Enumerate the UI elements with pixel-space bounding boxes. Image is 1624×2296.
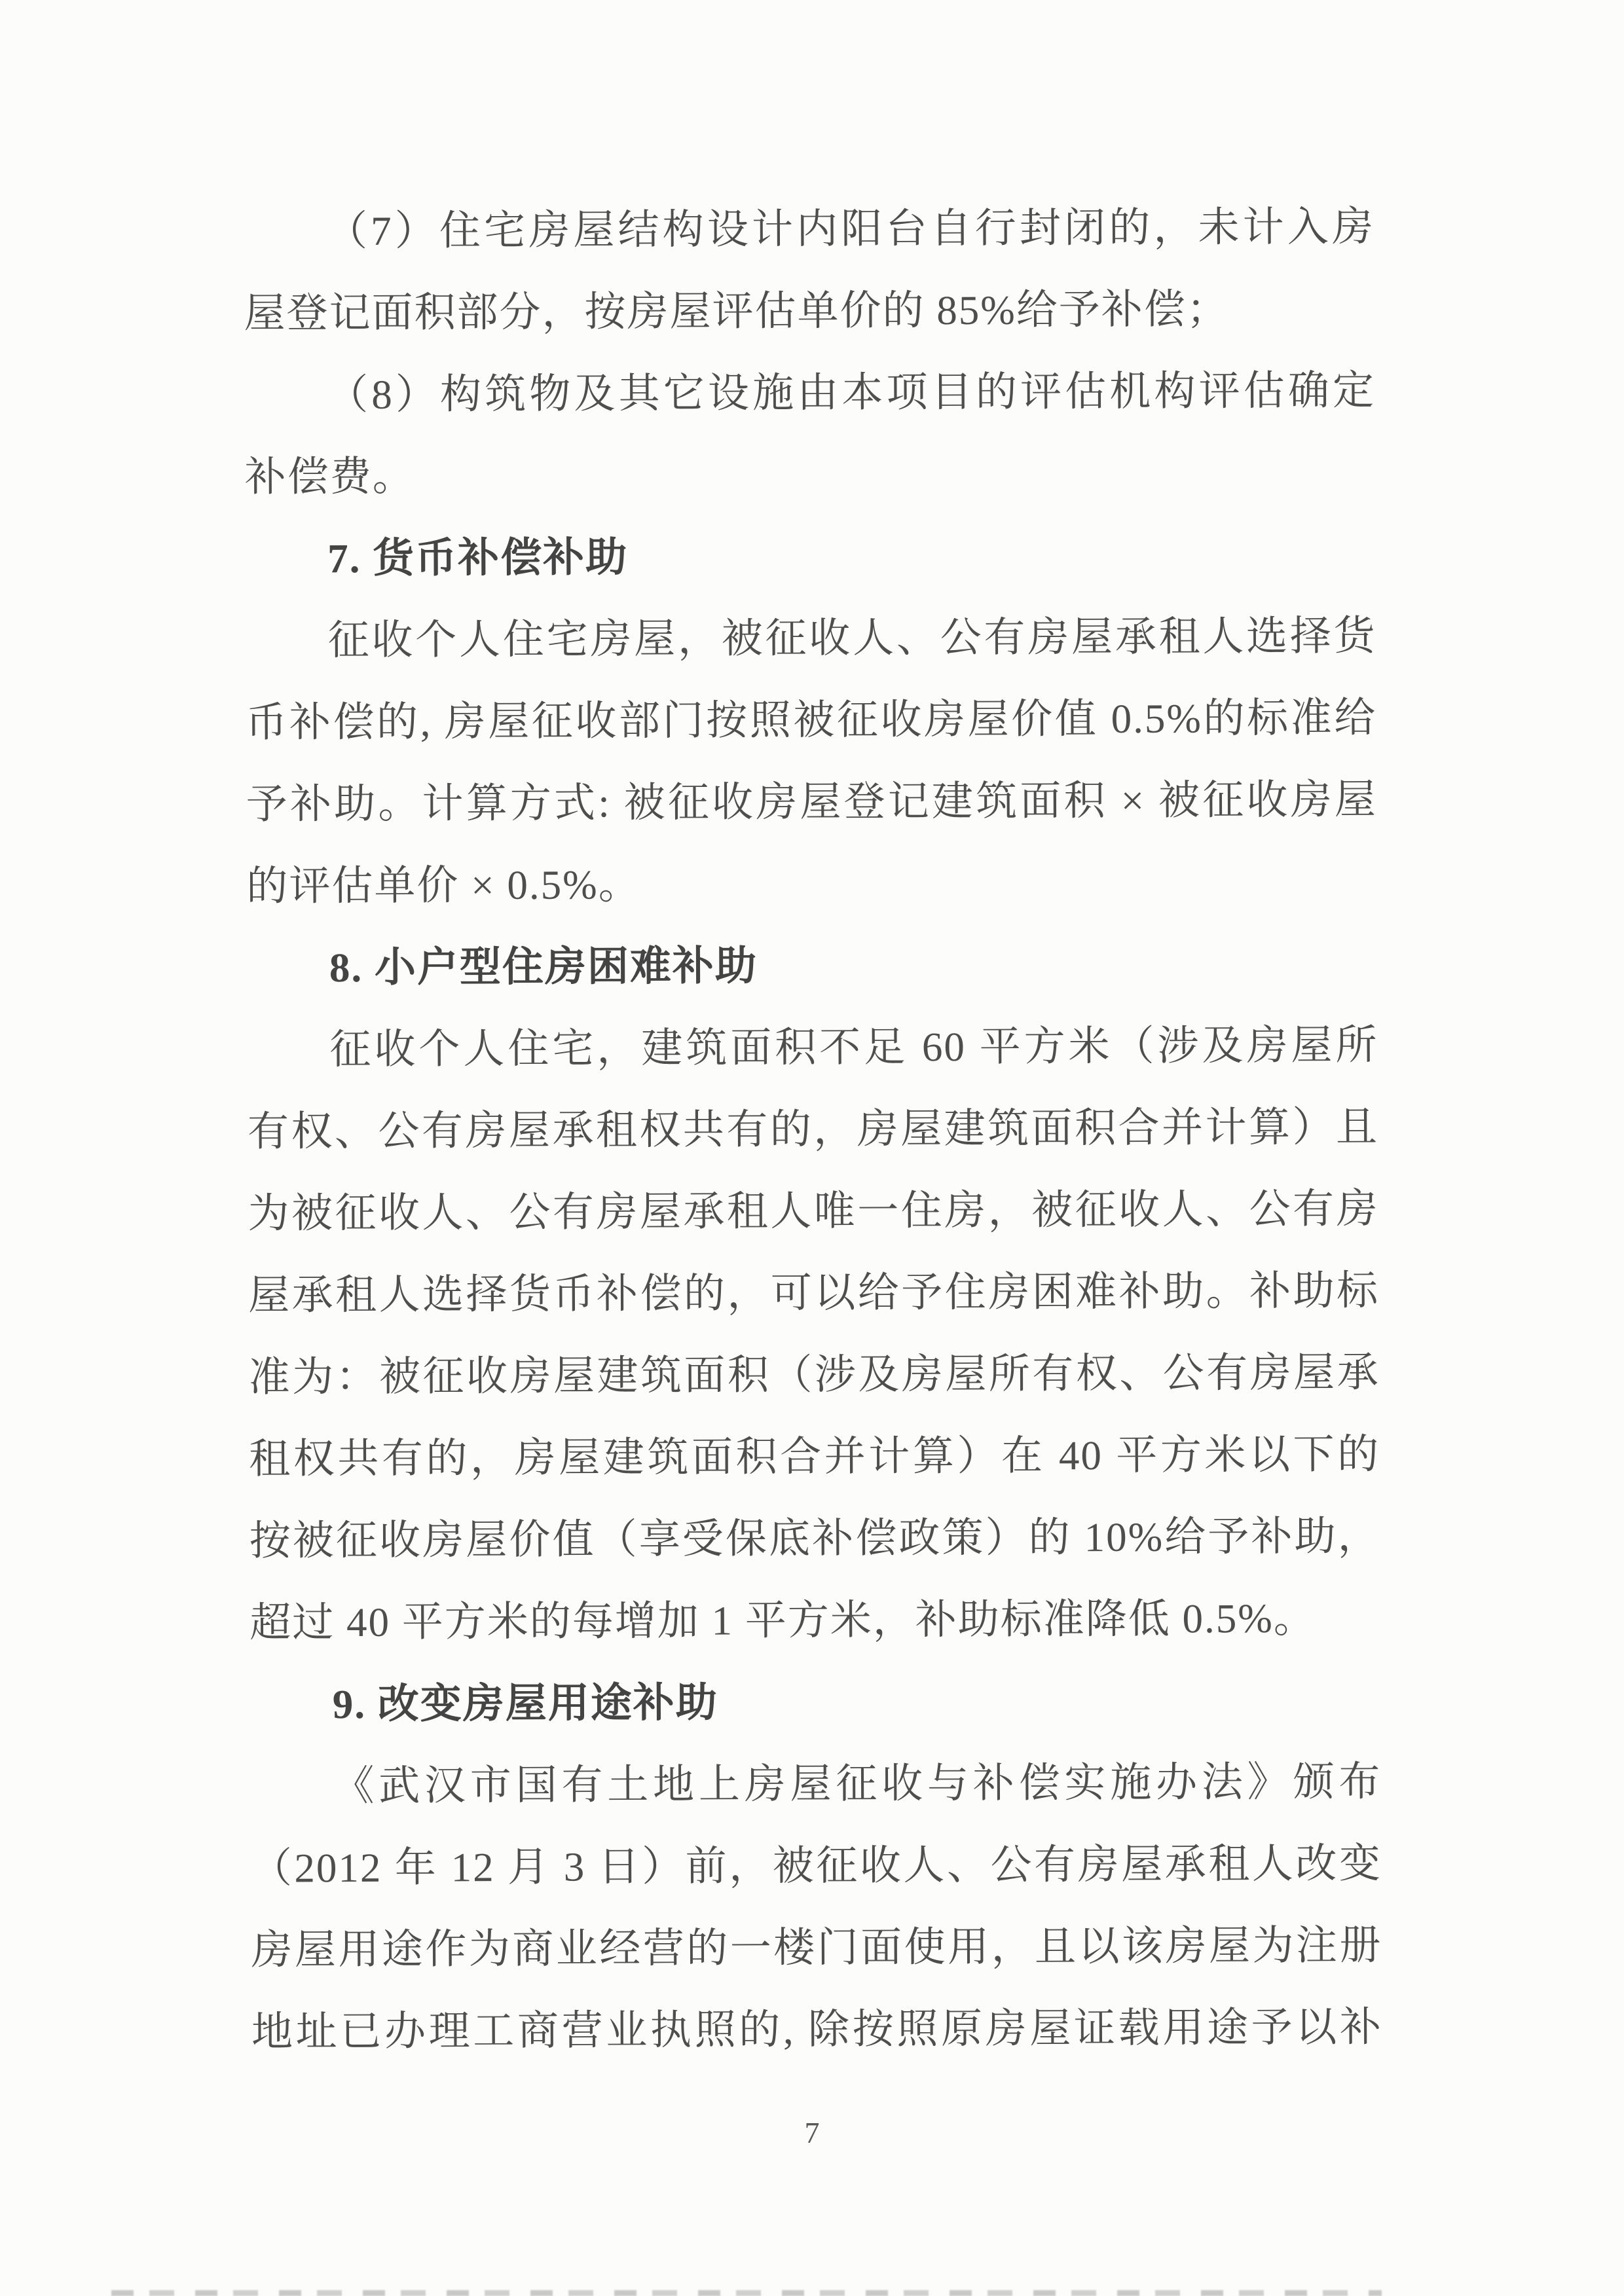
text-line: 有权、公有房屋承租权共有的，房屋建筑面积合并计算）且 — [247, 1104, 1379, 1155]
text-line: 按被征收房屋价值（享受保底补偿政策）的 10%给予补助， — [249, 1513, 1380, 1564]
text-line: 租权共有的，房屋建筑面积合并计算）在 40 平方米以下的 — [249, 1431, 1380, 1482]
text-line: 超过 40 平方米的每增加 1 平方米，补助标准降低 0.5%。 — [249, 1595, 1316, 1646]
text-line: 屋承租人选择货币补偿的，可以给予住房困难补助。补助标 — [248, 1267, 1380, 1319]
section-heading-7: 7. 货币补偿补助 — [327, 534, 629, 582]
cutoff-text-fragment — [111, 2290, 1382, 2296]
text-line: （2012 年 12 月 3 日）前，被征收人、公有房屋承租人改变 — [250, 1840, 1382, 1891]
text-line: 补偿费。 — [244, 453, 415, 500]
text-line: 币补偿的, 房屋征收部门按照被征收房屋价值 0.5%的标准给 — [246, 695, 1377, 746]
section-heading-9: 9. 改变房屋用途补助 — [332, 1679, 718, 1728]
section-heading-8: 8. 小户型住房困难补助 — [329, 943, 758, 991]
text-line: （8）构筑物及其它设施由本项目的评估机构评估确定 — [326, 367, 1376, 418]
text-line: 征收个人住宅，建筑面积不足 60 平方米（涉及房屋所 — [329, 1022, 1378, 1073]
text-line: 予补助。计算方式: 被征收房屋登记建筑面积 × 被征收房屋 — [246, 776, 1377, 828]
text-line: 房屋用途作为商业经营的一楼门面使用，且以该房屋为注册 — [251, 1922, 1382, 1973]
document-text-block — [244, 186, 1383, 2073]
text-line: 《武汉市国有土地上房屋征收与补偿实施办法》颁布 — [333, 1758, 1382, 1810]
text-line: 为被征收人、公有房屋承租人唯一住房，被征收人、公有房 — [248, 1186, 1379, 1237]
text-line: 准为：被征收房屋建筑面积（涉及房屋所有权、公有房屋承 — [248, 1349, 1380, 1400]
text-line: 征收个人住宅房屋，被征收人、公有房屋承租人选择货 — [327, 613, 1376, 664]
text-line: （7）住宅房屋结构设计内阳台自行封闭的，未计入房 — [325, 204, 1375, 255]
text-line: 地址已办理工商营业执照的, 除按照原房屋证载用途予以补 — [251, 2004, 1383, 2055]
page-number: 7 — [804, 2116, 820, 2149]
text-line: 屋登记面积部分，按房屋评估单价的 85%给予补偿； — [244, 286, 1229, 337]
text-line: 的评估单价 × 0.5%。 — [246, 862, 641, 909]
